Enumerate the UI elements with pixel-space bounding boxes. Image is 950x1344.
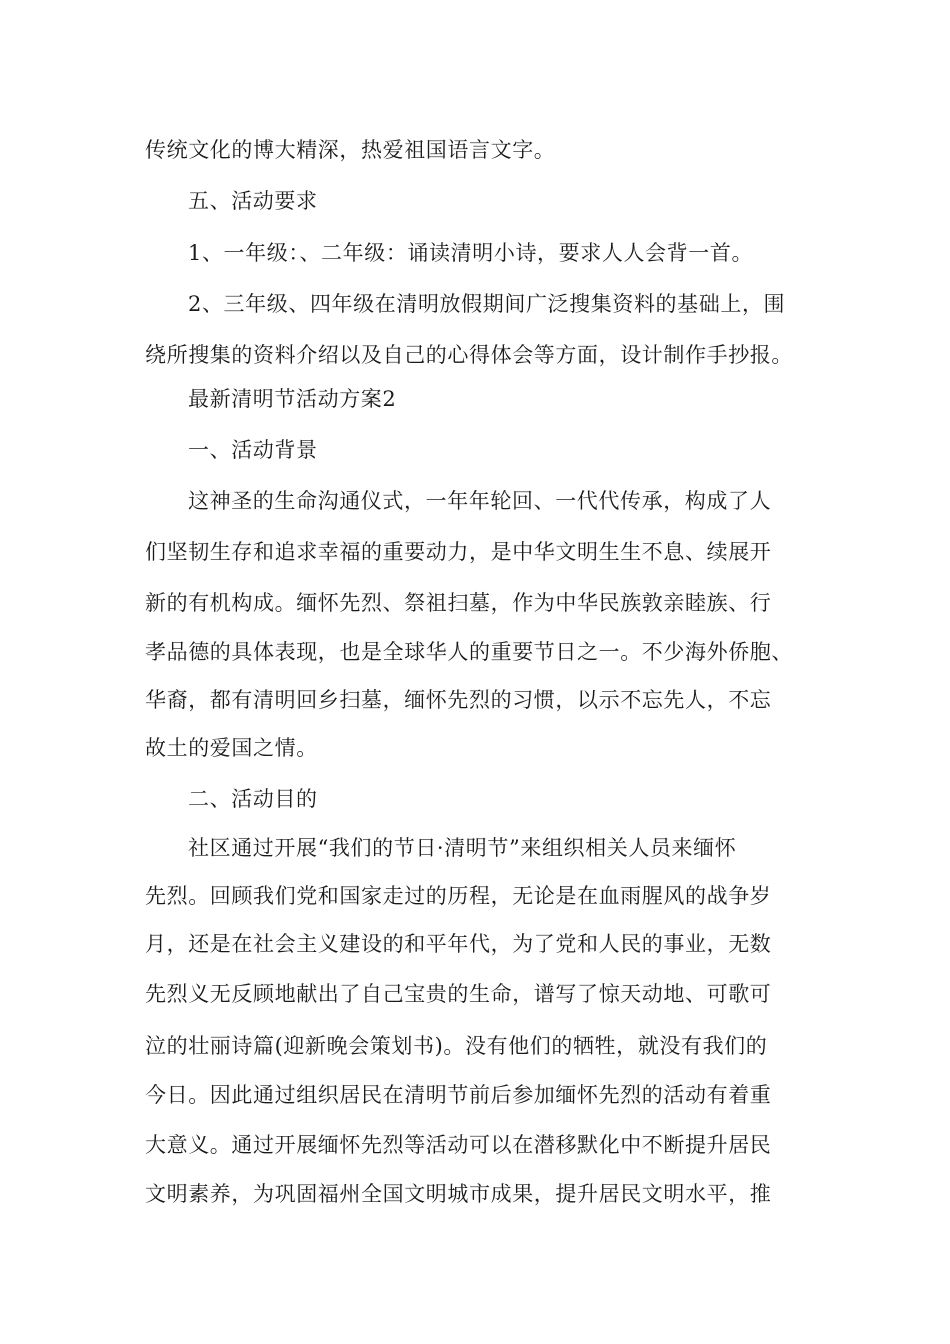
text-line: 绕所搜集的资料介绍以及自己的心得体会等方面，设计制作手抄报。 [145,343,793,367]
text-line: 故土的爱国之情。 [145,736,318,760]
section-heading: 二、活动目的 [188,787,318,811]
text-line: 这神圣的生命沟通仪式，一年年轮回、一代代传承，构成了人 [188,489,772,513]
text-line: 1、一年级：、二年级：诵读清明小诗，要求人人会背一首。 [188,241,754,265]
text-line: 新的有机构成。缅怀先烈、祭祖扫墓，作为中华民族敦亲睦族、行 [145,591,772,615]
text-line: 文明素养，为巩固福州全国文明城市成果，提升居民文明水平，推 [145,1182,772,1206]
section-heading: 一、活动背景 [188,438,318,462]
text-line: 们坚韧生存和追求幸福的重要动力，是中华文明生生不息、续展开 [145,540,772,564]
text-line: 先烈义无反顾地献出了自己宝贵的生命，谱写了惊天动地、可歌可 [145,982,772,1006]
section-heading: 五、活动要求 [188,189,318,213]
text-line: 先烈。回顾我们党和国家走过的历程，无论是在血雨腥风的战争岁 [145,884,772,908]
document-subtitle: 最新清明节活动方案2 [188,387,397,411]
text-line: 泣的壮丽诗篇(迎新晚会策划书)。没有他们的牺牲，就没有我们的 [145,1034,768,1058]
text-line: 传统文化的博大精深，热爱祖国语言文字。 [145,138,556,162]
text-line: 今日。因此通过组织居民在清明节前后参加缅怀先烈的活动有着重 [145,1083,772,1107]
text-line: 孝品德的具体表现，也是全球华人的重要节日之一。不少海外侨胞、 [145,640,793,664]
text-line: 2、三年级、四年级在清明放假期间广泛搜集资料的基础上，围 [188,292,786,316]
text-line: 月，还是在社会主义建设的和平年代，为了党和人民的事业，无数 [145,932,772,956]
text-line: 社区通过开展“我们的节日·清明节”来组织相关人员来缅怀 [188,836,737,860]
text-line: 华裔，都有清明回乡扫墓，缅怀先烈的习惯，以示不忘先人，不忘 [145,688,772,712]
text-line: 大意义。通过开展缅怀先烈等活动可以在潜移默化中不断提升居民 [145,1133,772,1157]
